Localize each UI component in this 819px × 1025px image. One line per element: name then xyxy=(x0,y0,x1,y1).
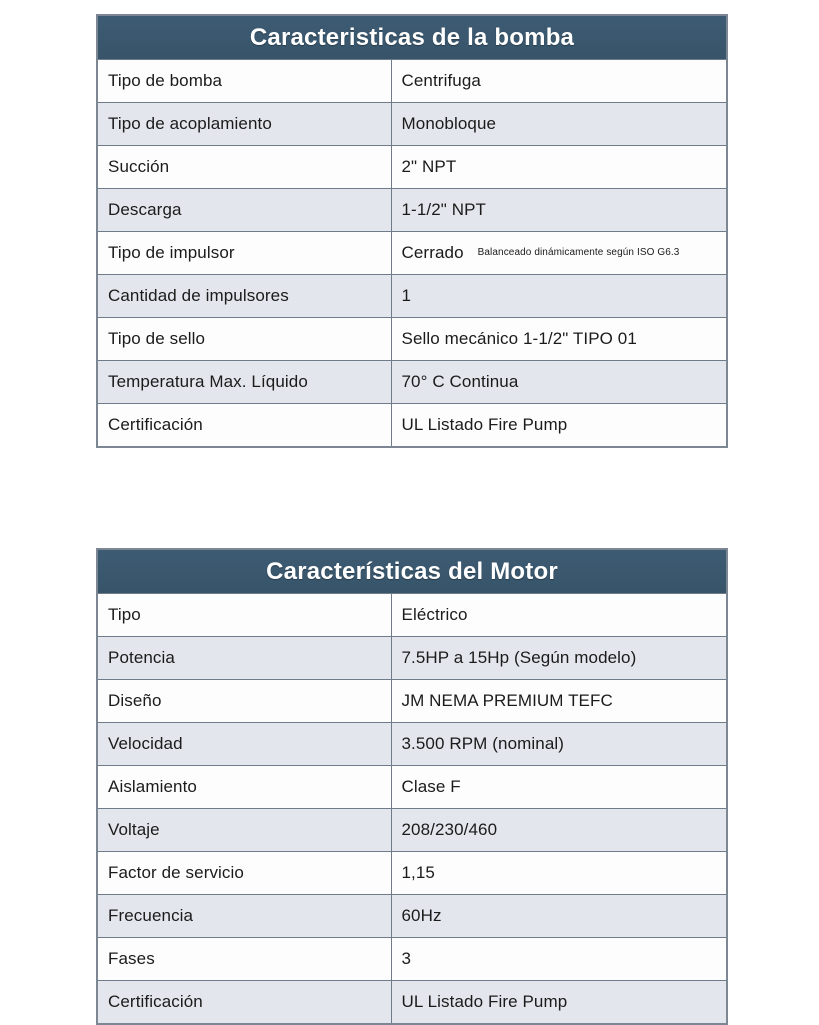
value-with-note xyxy=(402,243,727,263)
motor-row-value: 60Hz xyxy=(391,895,727,938)
motor-row-value: 3 xyxy=(391,938,727,981)
table-row xyxy=(97,981,727,1025)
table-row xyxy=(97,594,727,637)
pump-row-value xyxy=(391,232,727,275)
pump-row-label: Temperatura Max. Líquido xyxy=(97,361,391,404)
pump-table-title: Caracteristicas de la bomba xyxy=(97,15,727,60)
pump-row-value: 1-1/2" NPT xyxy=(391,189,727,232)
pump-row-label: Tipo de bomba xyxy=(97,60,391,103)
table-row xyxy=(97,404,727,448)
table-row xyxy=(97,189,727,232)
motor-row-label: Certificación xyxy=(97,981,391,1025)
pump-row-label: Tipo de impulsor xyxy=(97,232,391,275)
pump-row-value: 70° C Continua xyxy=(391,361,727,404)
motor-row-value: 208/230/460 xyxy=(391,809,727,852)
motor-table-body xyxy=(97,594,727,1025)
pump-row-label: Cantidad de impulsores xyxy=(97,275,391,318)
table-row xyxy=(97,232,727,275)
table-row xyxy=(97,146,727,189)
motor-row-label: Aislamiento xyxy=(97,766,391,809)
pump-row-value: 2" NPT xyxy=(391,146,727,189)
table-row xyxy=(97,809,727,852)
motor-row-value: UL Listado Fire Pump xyxy=(391,981,727,1025)
motor-row-label: Fases xyxy=(97,938,391,981)
table-row xyxy=(97,60,727,103)
pump-row-label: Tipo de acoplamiento xyxy=(97,103,391,146)
motor-row-value: Eléctrico xyxy=(391,594,727,637)
motor-row-label: Voltaje xyxy=(97,809,391,852)
pump-row-value-note: Balanceado dinámicamente según ISO G6.3 xyxy=(477,247,680,258)
pump-row-label: Succión xyxy=(97,146,391,189)
motor-row-label: Potencia xyxy=(97,637,391,680)
motor-row-value: JM NEMA PREMIUM TEFC xyxy=(391,680,727,723)
motor-table-head xyxy=(97,549,727,594)
motor-row-value: Clase F xyxy=(391,766,727,809)
motor-table-header-row xyxy=(97,549,727,594)
motor-row-label: Tipo xyxy=(97,594,391,637)
motor-table-title: Características del Motor xyxy=(97,549,727,594)
table-row xyxy=(97,938,727,981)
table-row xyxy=(97,852,727,895)
pump-table-head xyxy=(97,15,727,60)
pump-table-body xyxy=(97,60,727,448)
motor-row-value: 7.5HP a 15Hp (Según modelo) xyxy=(391,637,727,680)
pump-row-value: Centrifuga xyxy=(391,60,727,103)
pump-row-value: UL Listado Fire Pump xyxy=(391,404,727,448)
pump-characteristics-table xyxy=(96,14,728,448)
motor-row-label: Diseño xyxy=(97,680,391,723)
motor-characteristics-table xyxy=(96,548,728,1025)
pump-row-label: Descarga xyxy=(97,189,391,232)
pump-row-label: Tipo de sello xyxy=(97,318,391,361)
table-row xyxy=(97,318,727,361)
motor-row-value: 3.500 RPM (nominal) xyxy=(391,723,727,766)
motor-row-value: 1,15 xyxy=(391,852,727,895)
table-row xyxy=(97,680,727,723)
pump-row-value: Monobloque xyxy=(391,103,727,146)
table-row xyxy=(97,103,727,146)
pump-row-value-main: Cerrado xyxy=(401,243,464,262)
table-row xyxy=(97,275,727,318)
motor-row-label: Velocidad xyxy=(97,723,391,766)
motor-row-label: Factor de servicio xyxy=(97,852,391,895)
motor-row-label: Frecuencia xyxy=(97,895,391,938)
pump-row-value: 1 xyxy=(391,275,727,318)
pump-table-header-row xyxy=(97,15,727,60)
table-row xyxy=(97,766,727,809)
table-row xyxy=(97,895,727,938)
pump-row-value: Sello mecánico 1-1/2" TIPO 01 xyxy=(391,318,727,361)
table-row xyxy=(97,637,727,680)
table-row xyxy=(97,361,727,404)
table-row xyxy=(97,723,727,766)
pump-row-label: Certificación xyxy=(97,404,391,448)
